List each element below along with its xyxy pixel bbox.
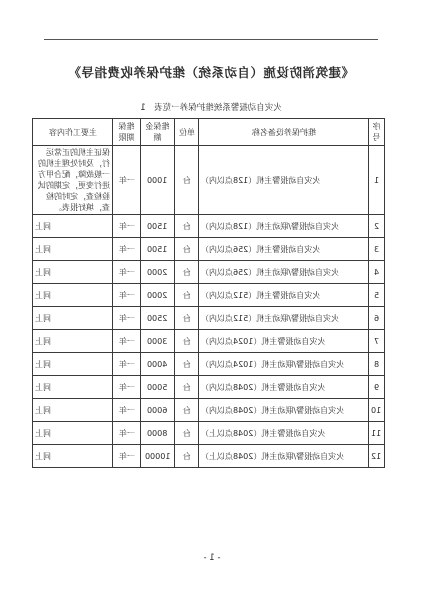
cell-amount: 10000 bbox=[141, 445, 175, 468]
cell-amount: 1500 bbox=[141, 215, 175, 238]
cell-period: 一年 bbox=[113, 445, 141, 468]
table-row bbox=[33, 146, 385, 215]
cell-unit: 台 bbox=[175, 215, 199, 238]
cell-content: 同上 bbox=[33, 445, 113, 468]
cell-period: 一年 bbox=[113, 307, 141, 330]
header-no: 序号 bbox=[369, 119, 385, 146]
cell-equipment-name: 火灾自动报警/联动主机（256点以内） bbox=[199, 261, 369, 284]
cell-no: 11 bbox=[369, 422, 385, 445]
table-row bbox=[33, 238, 385, 261]
cell-equipment-name: 火灾自动报警主机（2048点以上） bbox=[199, 422, 369, 445]
cell-content: 同上 bbox=[33, 238, 113, 261]
table-row bbox=[33, 353, 385, 376]
cell-content: 保证主机的正常运行，及时处理主机的一般故障，配合甲方进行变更，定期的试验检查，定时的检查，填好报表。 bbox=[33, 146, 113, 215]
header-content: 主要工作内容 bbox=[33, 119, 113, 146]
table-row bbox=[33, 307, 385, 330]
cell-amount: 1000 bbox=[141, 146, 175, 215]
cell-period: 一年 bbox=[113, 146, 141, 215]
cell-no: 3 bbox=[369, 238, 385, 261]
cell-unit: 台 bbox=[175, 445, 199, 468]
cell-period: 一年 bbox=[113, 353, 141, 376]
cell-equipment-name: 火灾自动报警/联动主机（512点以内） bbox=[199, 307, 369, 330]
cell-unit: 台 bbox=[175, 353, 199, 376]
cell-content: 同上 bbox=[33, 261, 113, 284]
table-row bbox=[33, 376, 385, 399]
table-row bbox=[33, 422, 385, 445]
cell-no: 9 bbox=[369, 376, 385, 399]
cell-equipment-name: 火灾自动报警主机（1024点以内） bbox=[199, 330, 369, 353]
cell-content: 同上 bbox=[33, 330, 113, 353]
cell-content: 同上 bbox=[33, 284, 113, 307]
cell-content: 同上 bbox=[33, 376, 113, 399]
table-row bbox=[33, 261, 385, 284]
table-row bbox=[33, 330, 385, 353]
cell-unit: 台 bbox=[175, 146, 199, 215]
cell-period: 一年 bbox=[113, 376, 141, 399]
cell-period: 一年 bbox=[113, 399, 141, 422]
table-row bbox=[33, 284, 385, 307]
page-number: - 1 - bbox=[203, 553, 221, 563]
cell-no: 8 bbox=[369, 353, 385, 376]
cell-equipment-name: 火灾自动报警主机（128点以内） bbox=[199, 146, 369, 215]
header-amount: 维保金额 bbox=[141, 119, 175, 146]
cell-amount: 5000 bbox=[141, 376, 175, 399]
cell-unit: 台 bbox=[175, 284, 199, 307]
cell-period: 一年 bbox=[113, 422, 141, 445]
cell-no: 2 bbox=[369, 215, 385, 238]
cell-period: 一年 bbox=[113, 215, 141, 238]
cell-period: 一年 bbox=[113, 261, 141, 284]
cell-no: 7 bbox=[369, 330, 385, 353]
header-rule bbox=[44, 39, 378, 40]
cell-unit: 台 bbox=[175, 238, 199, 261]
table-row bbox=[33, 215, 385, 238]
cell-unit: 台 bbox=[175, 422, 199, 445]
cell-no: 5 bbox=[369, 284, 385, 307]
table-header-row bbox=[33, 119, 385, 146]
fee-table bbox=[32, 118, 385, 468]
cell-equipment-name: 火灾自动报警主机（512点以内） bbox=[199, 284, 369, 307]
cell-equipment-name: 火灾自动报警/联动主机（128点以内） bbox=[199, 215, 369, 238]
cell-equipment-name: 火灾自动报警/联动主机（1024点以内） bbox=[199, 353, 369, 376]
cell-equipment-name: 火灾自动报警主机（256点以内） bbox=[199, 238, 369, 261]
header-name: 维护保养设备名称 bbox=[199, 119, 369, 146]
cell-unit: 台 bbox=[175, 307, 199, 330]
table-caption: 火灾自动报警系统维护保养一览表 1 bbox=[140, 103, 282, 113]
cell-unit: 台 bbox=[175, 399, 199, 422]
cell-equipment-name: 火灾自动报警/联动主机（2048点以上） bbox=[199, 445, 369, 468]
cell-equipment-name: 火灾自动报警/联动主机（2048点以内） bbox=[199, 399, 369, 422]
cell-unit: 台 bbox=[175, 376, 199, 399]
cell-amount: 2500 bbox=[141, 307, 175, 330]
header-period: 维保期限 bbox=[113, 119, 141, 146]
cell-unit: 台 bbox=[175, 330, 199, 353]
cell-content: 同上 bbox=[33, 399, 113, 422]
table-row bbox=[33, 445, 385, 468]
cell-no: 1 bbox=[369, 146, 385, 215]
cell-amount: 4000 bbox=[141, 353, 175, 376]
cell-no: 12 bbox=[369, 445, 385, 468]
cell-no: 10 bbox=[369, 399, 385, 422]
cell-content: 同上 bbox=[33, 215, 113, 238]
cell-equipment-name: 火灾自动报警主机（2048点以内） bbox=[199, 376, 369, 399]
cell-amount: 6000 bbox=[141, 399, 175, 422]
cell-amount: 2000 bbox=[141, 284, 175, 307]
cell-unit: 台 bbox=[175, 261, 199, 284]
cell-period: 一年 bbox=[113, 238, 141, 261]
cell-amount: 8000 bbox=[141, 422, 175, 445]
cell-no: 6 bbox=[369, 307, 385, 330]
cell-amount: 1500 bbox=[141, 238, 175, 261]
cell-period: 一年 bbox=[113, 284, 141, 307]
cell-content: 同上 bbox=[33, 307, 113, 330]
cell-no: 4 bbox=[369, 261, 385, 284]
header-unit: 单位 bbox=[175, 119, 199, 146]
table-row bbox=[33, 399, 385, 422]
cell-amount: 3000 bbox=[141, 330, 175, 353]
cell-content: 同上 bbox=[33, 422, 113, 445]
document-title: 《建筑消防设施（自动系统）维护保养收费指导》 bbox=[68, 65, 355, 80]
cell-amount: 2000 bbox=[141, 261, 175, 284]
cell-content: 同上 bbox=[33, 353, 113, 376]
cell-period: 一年 bbox=[113, 330, 141, 353]
